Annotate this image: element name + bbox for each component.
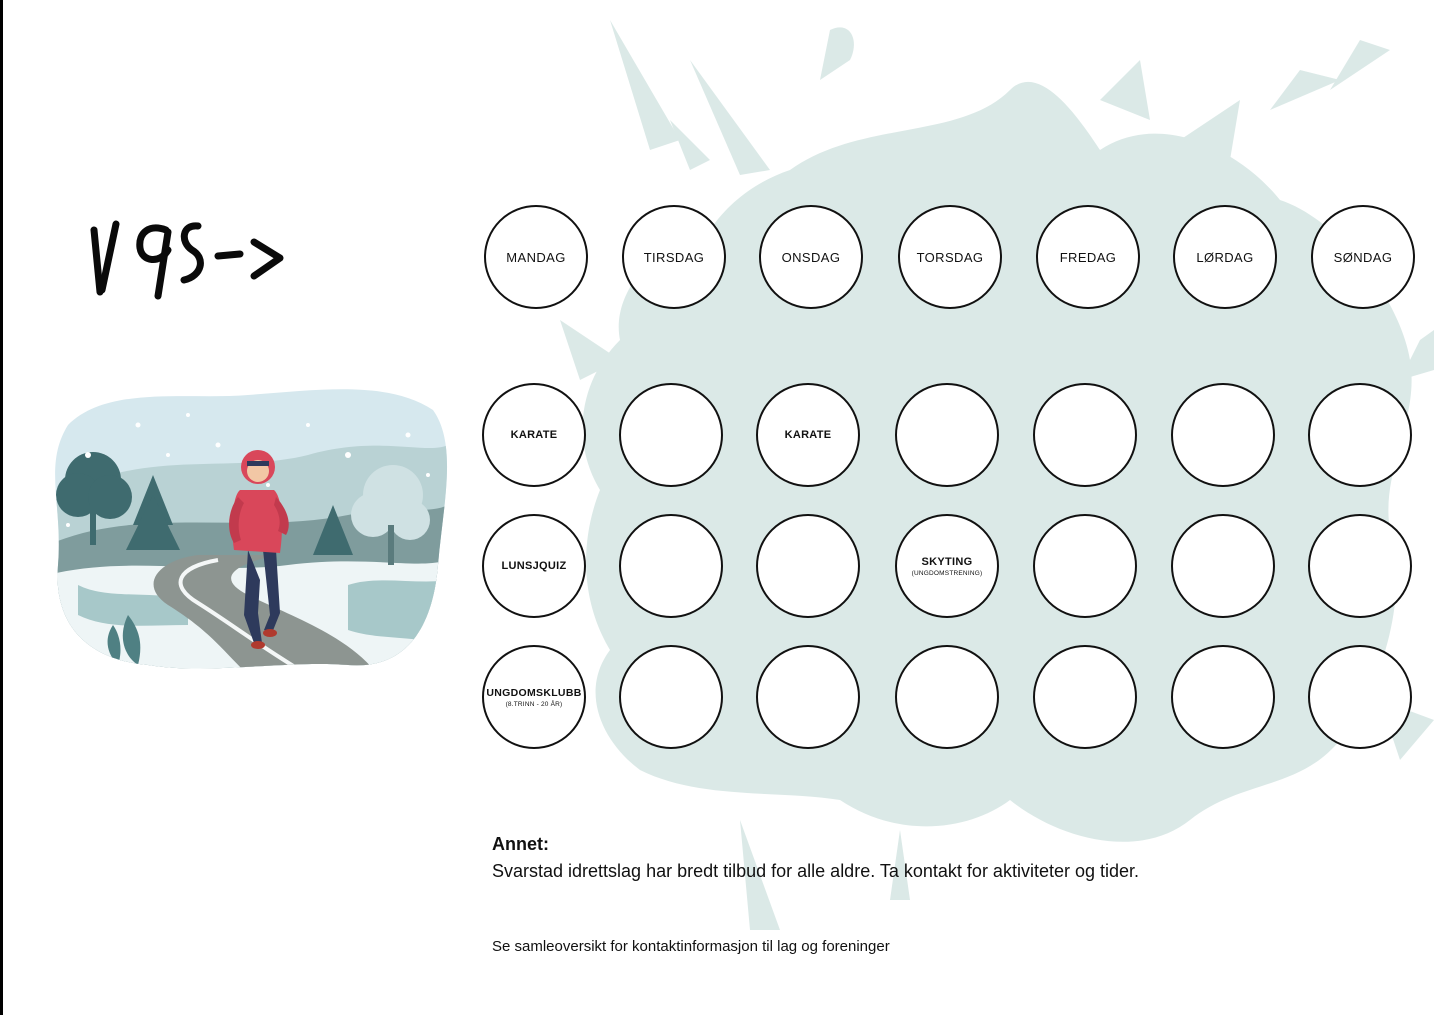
day-circle-sunday — [1311, 205, 1415, 309]
day-circle-monday — [484, 205, 588, 309]
day-circle-thursday — [898, 205, 1002, 309]
annet-text: Svarstad idrettslag har bredt tilbud for alle aldre. Ta kontakt for aktiviteter og tider. — [492, 861, 1140, 881]
day-circle-wednesday — [759, 205, 863, 309]
day-label: TIRSDAG — [643, 249, 705, 265]
activity-sublabel: (UNGDOMSTRENING) — [911, 569, 983, 577]
day-circle-friday — [1036, 205, 1140, 309]
activity-label: LUNSJQUIZ — [501, 560, 567, 572]
activity-circle — [895, 645, 999, 749]
activity-circle — [482, 383, 586, 487]
activity-circle — [895, 383, 999, 487]
day-label: SØNDAG — [1333, 249, 1393, 265]
activity-circle — [619, 514, 723, 618]
activity-circle — [619, 383, 723, 487]
activity-label: SKYTING — [921, 555, 973, 568]
activity-label: KARATE — [784, 429, 832, 441]
activity-circle — [1308, 645, 1412, 749]
activity-circle — [1033, 383, 1137, 487]
day-label: FREDAG — [1059, 249, 1117, 265]
activity-circle — [756, 383, 860, 487]
activity-circle — [1308, 383, 1412, 487]
annet-heading: Annet: — [492, 834, 549, 854]
activity-circle — [1171, 645, 1275, 749]
day-circle-tuesday — [622, 205, 726, 309]
day-label: LØRDAG — [1196, 249, 1254, 265]
day-label: TORSDAG — [916, 249, 984, 265]
day-label: MANDAG — [506, 249, 566, 265]
activity-circle — [482, 645, 586, 749]
activity-circle — [756, 645, 860, 749]
activity-circle — [1171, 514, 1275, 618]
activity-sublabel: (8.TRINN - 20 ÅR) — [505, 700, 563, 708]
activity-circle — [1033, 645, 1137, 749]
activity-circle — [482, 514, 586, 618]
day-label: ONSDAG — [781, 249, 841, 265]
activity-circle — [1171, 383, 1275, 487]
activity-label: UNGDOMSKLUBB — [486, 686, 582, 699]
activity-circle — [756, 514, 860, 618]
footer-note: Se samleoversikt for kontaktinformasjon til lag og foreninger — [492, 938, 890, 955]
activity-circle — [619, 645, 723, 749]
vgs-arrow-title-icon — [88, 210, 298, 310]
winter-runner-illustration — [48, 385, 448, 675]
activity-circle — [895, 514, 999, 618]
page-left-edge — [0, 0, 3, 1015]
day-circle-saturday — [1173, 205, 1277, 309]
activity-circle — [1033, 514, 1137, 618]
activity-circle — [1308, 514, 1412, 618]
activity-label: KARATE — [510, 429, 558, 441]
